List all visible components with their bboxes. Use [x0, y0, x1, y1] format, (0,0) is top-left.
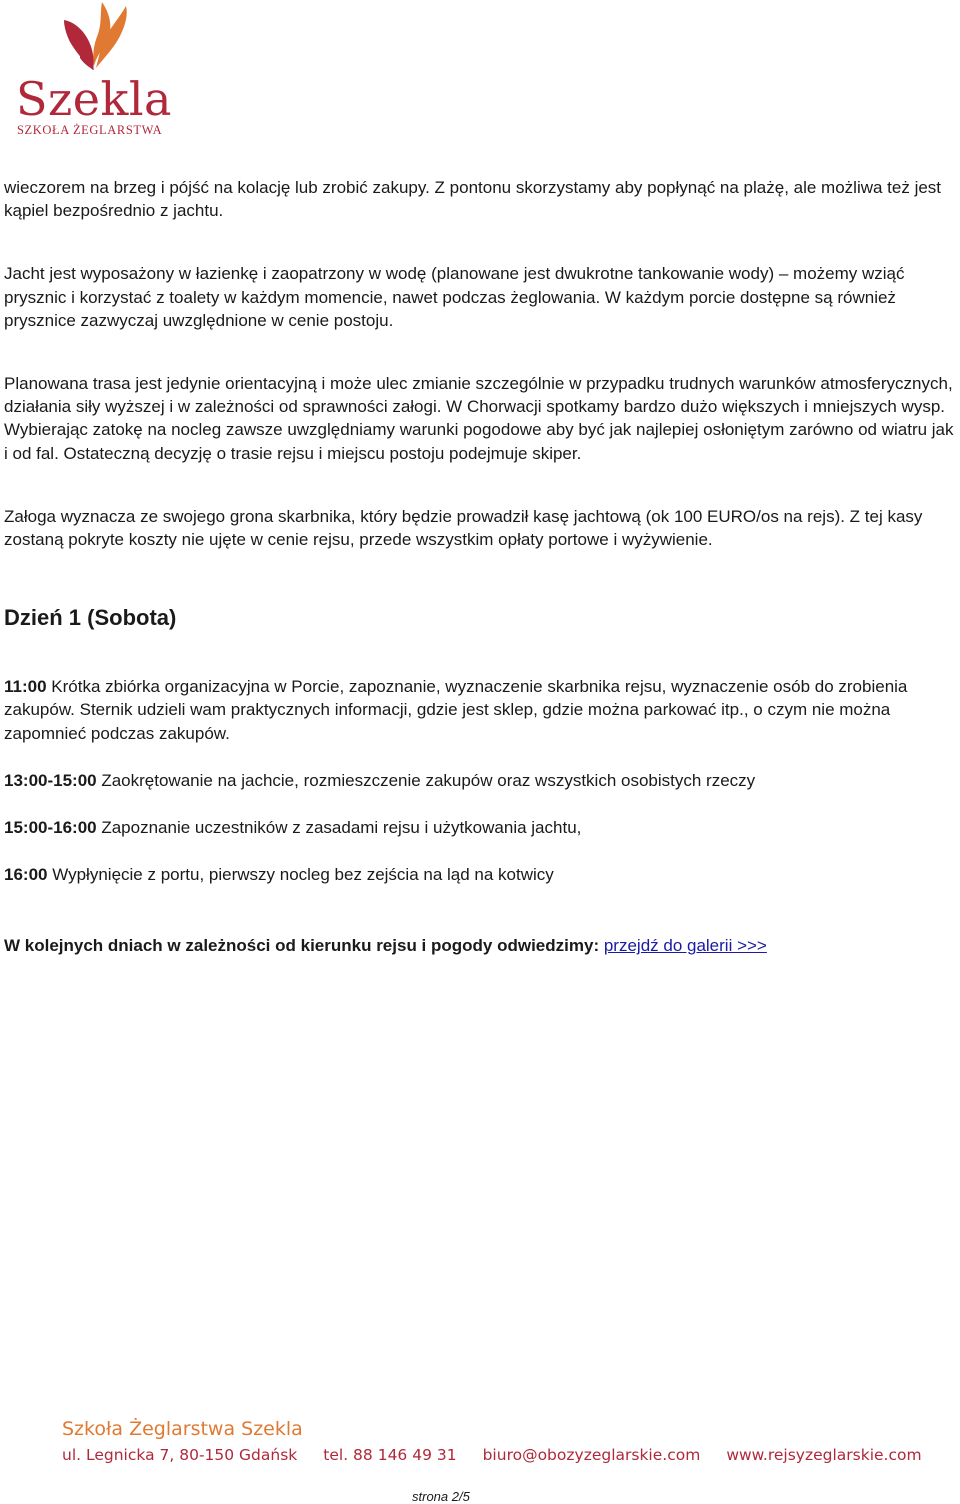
visit-line: [4, 934, 959, 957]
schedule-item: [4, 816, 959, 839]
footer-phone: tel. 88 146 49 31: [323, 1446, 457, 1464]
footer-address: ul. Legnicka 7, 80-150 Gdańsk: [62, 1446, 298, 1464]
footer-website: www.rejsyzeglarskie.com: [726, 1446, 922, 1464]
paragraph-treasurer: Załoga wyznacza ze swojego grona skarbnika, który będzie prowadził kasę jachtową (ok 100 EURO/os na rejs). Z tej kasy zostaną pokryte koszty nie ujęte w cenie rejsu, przede wszystkim opłaty portowe i wyżywienie.: [4, 506, 923, 550]
schedule-item: [4, 675, 959, 745]
document-body: [4, 176, 959, 958]
schedule-time: 16:00: [4, 865, 48, 885]
schedule-time: 15:00-16:00: [4, 818, 97, 838]
schedule-text: Wypłynięcie z portu, pierwszy nocleg bez zejścia na ląd na kotwicy: [47, 865, 554, 885]
paragraph-evening: wieczorem na brzeg i pójść na kolację lub zrobić zakupy. Z pontonu skorzystamy aby popłynąć na plażę, ale możliwa też jest kąpiel bezpośrednio z jachtu.: [4, 178, 942, 221]
logo-tagline: SZKOŁA ŻEGLARSTWA: [17, 123, 163, 137]
schedule-item: [4, 769, 959, 792]
paragraph-route: Planowana trasa jest jedynie orientacyjną i może ulec zmianie szczególnie w przypadku trudnych warunków atmosferycznych, działania siły wyższej i w zależności od sprawności załogi. W Chorwacji spotkamy bardzo dużo większych i mniejszych wysp. Wybierając zatokę na nocleg zawsze uwzględniamy warunki pogodowe aby być jak najlepiej osłoniętym zarówno od wiatru jak i od fal. Ostateczną decyzję o trasie rejsu i miejscu postoju podejmuje skiper.: [4, 374, 954, 463]
footer-school-name: Szkoła Żeglarstwa Szekla: [62, 1418, 303, 1440]
day-heading: Dzień 1 (Sobota): [4, 605, 177, 631]
logo-wordmark: Szekla: [16, 72, 172, 126]
butterfly-icon: [14, 0, 164, 80]
gallery-link[interactable]: przejdź do galerii >>>: [603, 936, 767, 956]
footer-contact: [62, 1446, 922, 1464]
schedule-time: 13:00-15:00: [4, 770, 97, 790]
paragraph-yacht-equipment: Jacht jest wyposażony w łazienkę i zaopatrzony w wodę (planowane jest dwukrotne tankowanie wody) – możemy wziąć prysznic i korzystać z toalety w każdym momencie, nawet podczas żeglowania. W każdym porcie dostępne są również prysznice zazwyczaj uwzględnione w cenie postoju.: [4, 264, 905, 330]
schedule-item: [4, 863, 959, 886]
schedule-text: Krótka zbiórka organizacyjna w Porcie, zapoznanie, wyznaczenie skarbnika rejsu, wyznaczenie osób do zrobienia zakupów. Sternik udzieli wam praktycznych informacji, gdzie jest sklep, gdzie można parkować itp., o czym nie można zapomnieć podczas zakupów.: [4, 677, 908, 743]
logo: [14, 0, 172, 145]
schedule-text: Zapoznanie uczestników z zasadami rejsu i użytkowania jachtu,: [96, 818, 582, 838]
schedule-time: 11:00: [4, 677, 47, 697]
schedule-text: Zaokrętowanie na jachcie, rozmieszczenie zakupów oraz wszystkich osobistych rzeczy: [96, 770, 756, 790]
footer-email: biuro@obozyzeglarskie.com: [482, 1446, 701, 1464]
visit-label: W kolejnych dniach w zależności od kierunku rejsu i pogody odwiedzimy:: [4, 936, 600, 956]
page-number: strona 2/5: [412, 1489, 470, 1504]
